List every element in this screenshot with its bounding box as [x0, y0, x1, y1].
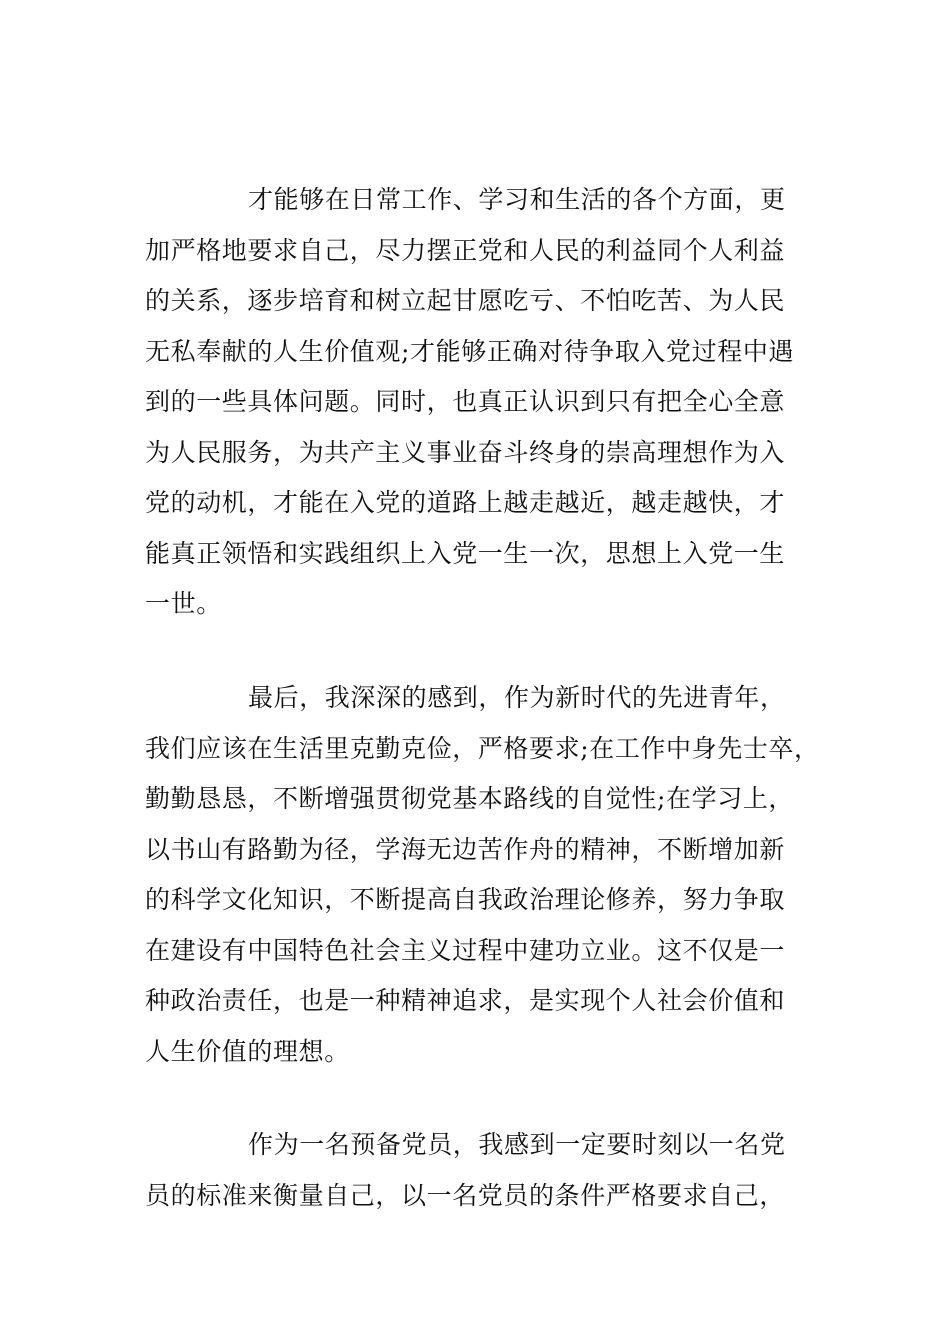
paragraph-line: 以书山有路勤为径，学海无边苦作舟的精神，不断增加新	[145, 834, 786, 864]
paragraph-line: 在建设有中国特色社会主义过程中建功立业。这不仅是一	[145, 935, 786, 965]
paragraph-line: 能真正领悟和实践组织上入党一生一次，思想上入党一生	[145, 538, 786, 568]
paragraph-line: 无私奉献的人生价值观;才能够正确对待争取入党过程中遇	[145, 336, 795, 366]
paragraph-line: 种政治责任，也是一种精神追求，是实现个人社会价值和	[145, 986, 786, 1015]
paragraph-line: 到的一些具体问题。同时，也真正认识到只有把全心全意	[145, 387, 786, 416]
paragraph-line: 人生价值的理想。	[145, 1036, 350, 1066]
paragraph-line: 加严格地要求自己，尽力摆正党和人民的利益同个人利益	[145, 235, 786, 265]
paragraph-line: 勤勤恳恳，不断增强贯彻党基本路线的自觉性;在学习上，	[145, 784, 795, 813]
paragraph-line: 的科学文化知识，不断提高自我政治理论修养，努力争取	[145, 885, 786, 914]
paragraph-line: 作为一名预备党员，我感到一定要时刻以一名党	[248, 1130, 786, 1159]
paragraph-line: 一世。	[145, 589, 222, 618]
paragraph-line: 为人民服务，为共产主义事业奋斗终身的崇高理想作为入	[145, 437, 786, 467]
paragraph-2	[145, 673, 820, 1077]
paragraph-line: 的关系，逐步培育和树立起甘愿吃亏、不怕吃苦、为人民	[145, 286, 786, 315]
paragraph-line: 员的标准来衡量自己，以一名党员的条件严格要求自己，	[145, 1180, 786, 1210]
paragraph-line: 才能够在日常工作、学习和生活的各个方面，更	[248, 185, 786, 214]
paragraph-3	[145, 1120, 815, 1221]
paragraph-line: 党的动机，才能在入党的道路上越走越近，越走越快，才	[145, 488, 786, 517]
paragraph-line: 我们应该在生活里克勤克俭，严格要求;在工作中身先士卒，	[145, 733, 820, 763]
paragraph-1	[145, 175, 815, 630]
paragraph-line: 最后，我深深的感到，作为新时代的先进青年，	[248, 683, 786, 712]
